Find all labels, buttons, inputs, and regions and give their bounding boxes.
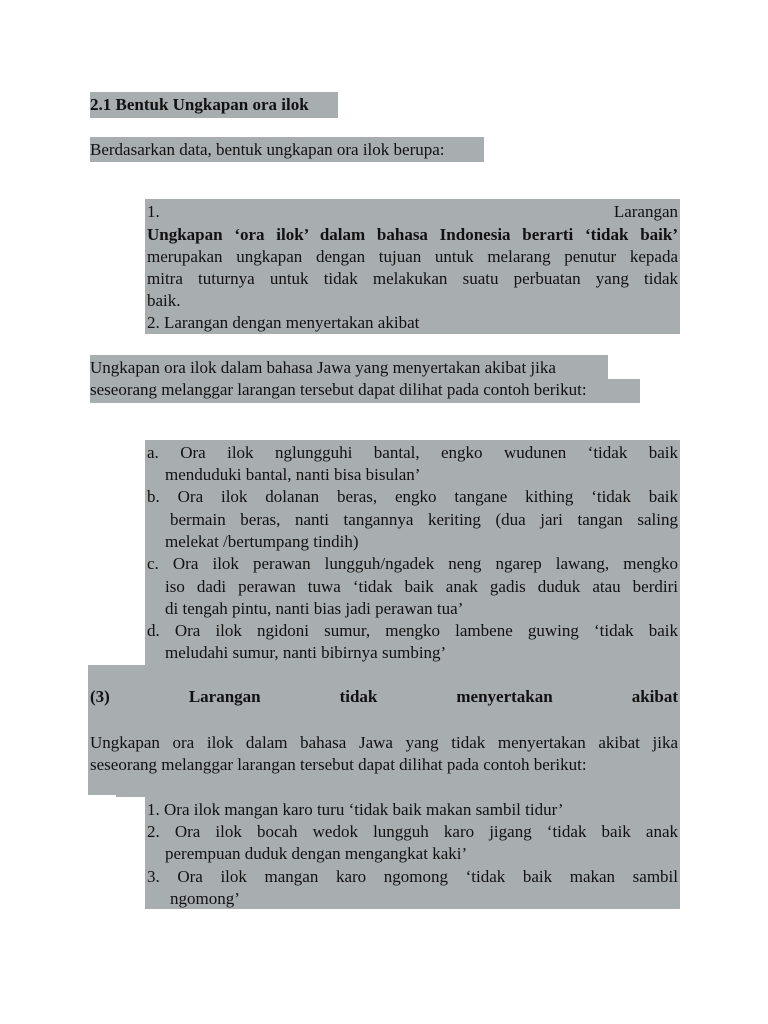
section3-word-3: menyertakan: [456, 687, 553, 706]
example-a-line2: menduduki bantal, nanti bisa bisulan’: [165, 465, 421, 484]
section3-word-4: akibat: [631, 687, 678, 706]
example-c-line2: iso dadi perawan tuwa ‘tidak baik anak gadis duduk atau berdiri: [165, 577, 678, 596]
example-d-line1: d. Ora ilok ngidoni sumur, mengko lambene guwing ‘tidak baik: [147, 621, 678, 640]
box1-line2: Ungkapan ‘ora ilok’ dalam bahasa Indonesia berarti ‘tidak baik’: [147, 225, 678, 244]
section-heading: 2.1 Bentuk Ungkapan ora ilok: [90, 95, 309, 114]
example-d-line2: meludahi sumur, nanti bibirnya sumbing’: [165, 643, 447, 662]
example2-2-line2: perempuan duduk dengan mengangkat kaki’: [165, 844, 468, 863]
example-b-line2: bermain beras, nanti tangannya keriting (dua jari tangan saling: [170, 510, 678, 529]
box1-right-word: Larangan: [613, 202, 678, 221]
para1-line1: Ungkapan ora ilok dalam bahasa Jawa yang menyertakan akibat jika: [90, 358, 556, 377]
para2-line2: seseorang melanggar larangan tersebut dapat dilihat pada contoh berikut:: [90, 755, 587, 774]
example2-3-line1: 3. Ora ilok mangan karo ngomong ‘tidak baik makan sambil: [147, 867, 678, 886]
box1-line6: 2. Larangan dengan menyertakan akibat: [147, 313, 420, 332]
examples2-top-highlight: [116, 775, 680, 797]
intro-text: Berdasarkan data, bentuk ungkapan ora ilok berupa:: [90, 140, 445, 159]
para1-line2: seseorang melanggar larangan tersebut dapat dilihat pada contoh berikut:: [90, 380, 587, 399]
para2-line1: Ungkapan ora ilok dalam bahasa Jawa yang tidak menyertakan akibat jika: [90, 733, 678, 752]
example2-2-line1: 2. Ora ilok bocah wedok lungguh karo jigang ‘tidak baik anak: [147, 822, 678, 841]
example2-3-line2: ngomong’: [170, 889, 240, 908]
box1-first-line: [147, 201, 678, 223]
example-b-line3: melekat /bertumpang tindih): [165, 532, 359, 551]
example-a-line1: a. Ora ilok nglungguhi bantal, engko wudunen ‘tidak baik: [147, 443, 678, 462]
section3-heading: [90, 686, 678, 708]
box1-line4: mitra tuturnya untuk tidak melakukan suatu perbuatan yang tidak: [147, 269, 678, 288]
example-c-line3: di tengah pintu, nanti bias jadi perawan tua’: [165, 599, 464, 618]
box1-number: 1.: [147, 202, 160, 221]
box1-line3: merupakan ungkapan dengan tujuan untuk melarang penutur kepada: [147, 247, 678, 266]
section3-number: (3): [90, 687, 110, 706]
section3-word-2: tidak: [339, 687, 378, 706]
example-c-line1: c. Ora ilok perawan lungguh/ngadek neng ngarep lawang, mengko: [147, 554, 678, 573]
section3-word-1: Larangan: [188, 687, 261, 706]
example2-1-line1: 1. Ora ilok mangan karo turu ‘tidak baik makan sambil tidur’: [147, 800, 564, 819]
example-b-line1: b. Ora ilok dolanan beras, engko tangane kithing ‘tidak baik: [147, 487, 678, 506]
section3-tail: [88, 795, 116, 797]
box1-line5: baik.: [147, 291, 181, 310]
